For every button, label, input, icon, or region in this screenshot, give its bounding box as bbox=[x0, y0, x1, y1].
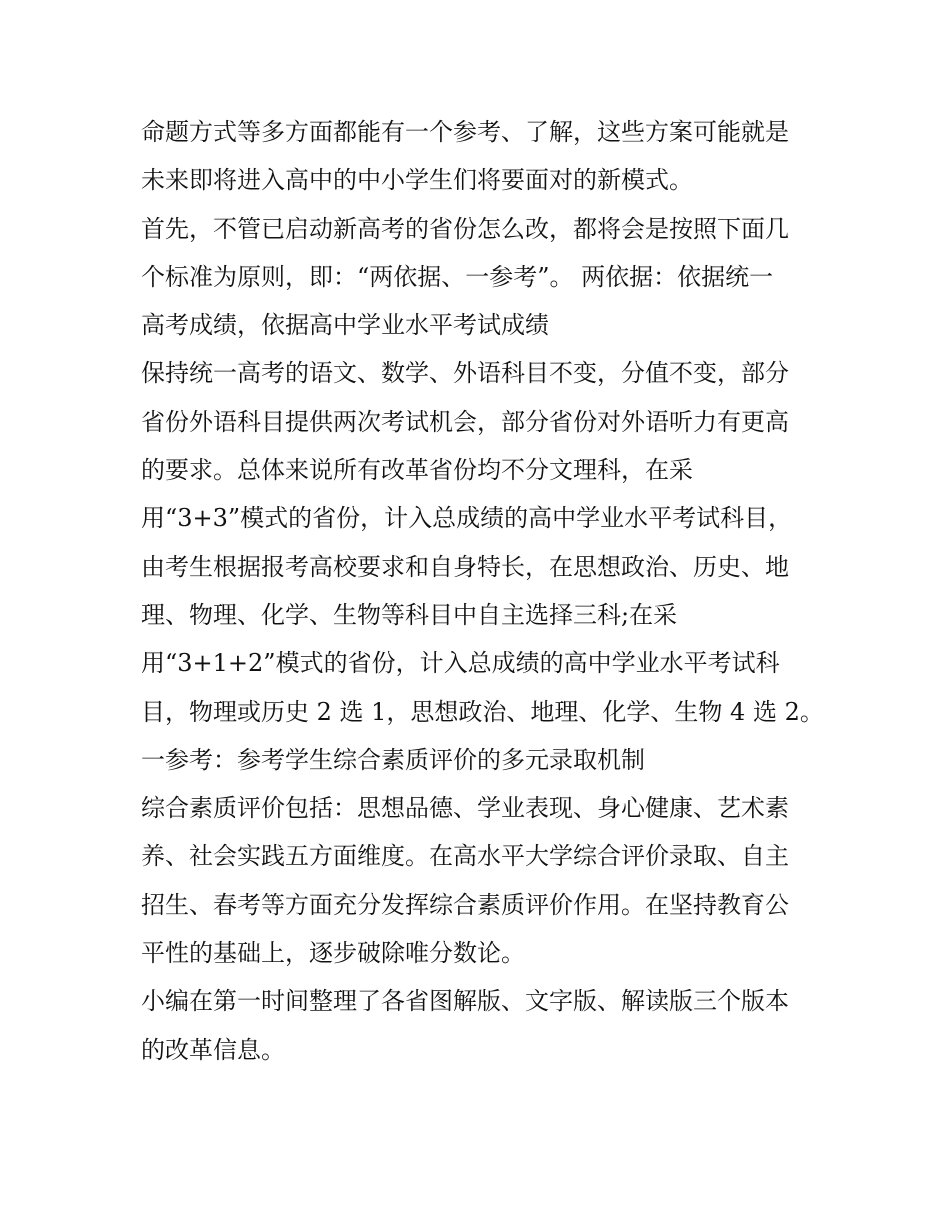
text-line: 未来即将进入高中的中小学生们将要面对的新模式。 bbox=[141, 166, 693, 195]
text-line: 小编在第一时间整理了各省图解版、文字版、解读版三个版本 bbox=[141, 987, 789, 1016]
text-line: 的要求。总体来说所有改革省份均不分文理科，在采 bbox=[141, 456, 693, 485]
text-line: 个标准为原则，即：“两依据、一参考”。 两依据：依据统一 bbox=[141, 262, 774, 291]
text-line: 目，物理或历史 2 选 1，思想政治、地理、化学、生物 4 选 2。 bbox=[141, 697, 824, 726]
text-line: 用“3+1+2”模式的省份，计入总成绩的高中学业水平考试科 bbox=[141, 649, 780, 678]
text-line: 平性的基础上，逐步破除唯分数论。 bbox=[141, 939, 525, 968]
text-line: 高考成绩，依据高中学业水平考试成绩 bbox=[141, 311, 549, 340]
text-line: 理、物理、化学、生物等科目中自主选择三科;在采 bbox=[141, 600, 678, 629]
text-line: 用“3+3”模式的省份，计入总成绩的高中学业水平考试科目， bbox=[141, 504, 793, 533]
text-line: 省份外语科目提供两次考试机会，部分省份对外语听力有更高 bbox=[141, 407, 789, 436]
text-line: 招生、春考等方面充分发挥综合素质评价作用。在坚持教育公 bbox=[141, 890, 789, 919]
text-line: 首先，不管已启动新高考的省份怎么改，都将会是按照下面几 bbox=[141, 214, 789, 243]
text-line: 的改革信息。 bbox=[141, 1035, 285, 1064]
text-line: 综合素质评价包括：思想品德、学业表现、身心健康、艺术素 bbox=[141, 794, 789, 823]
text-line: 保持统一高考的语文、数学、外语科目不变，分值不变，部分 bbox=[141, 359, 789, 388]
text-line: 由考生根据报考高校要求和自身特长，在思想政治、历史、地 bbox=[141, 552, 789, 581]
text-line: 一参考：参考学生综合素质评价的多元录取机制 bbox=[141, 745, 645, 774]
body-text bbox=[141, 108, 824, 1074]
text-line: 养、社会实践五方面维度。在高水平大学综合评价录取、自主 bbox=[141, 842, 789, 871]
text-line: 命题方式等多方面都能有一个参考、了解，这些方案可能就是 bbox=[141, 118, 789, 146]
